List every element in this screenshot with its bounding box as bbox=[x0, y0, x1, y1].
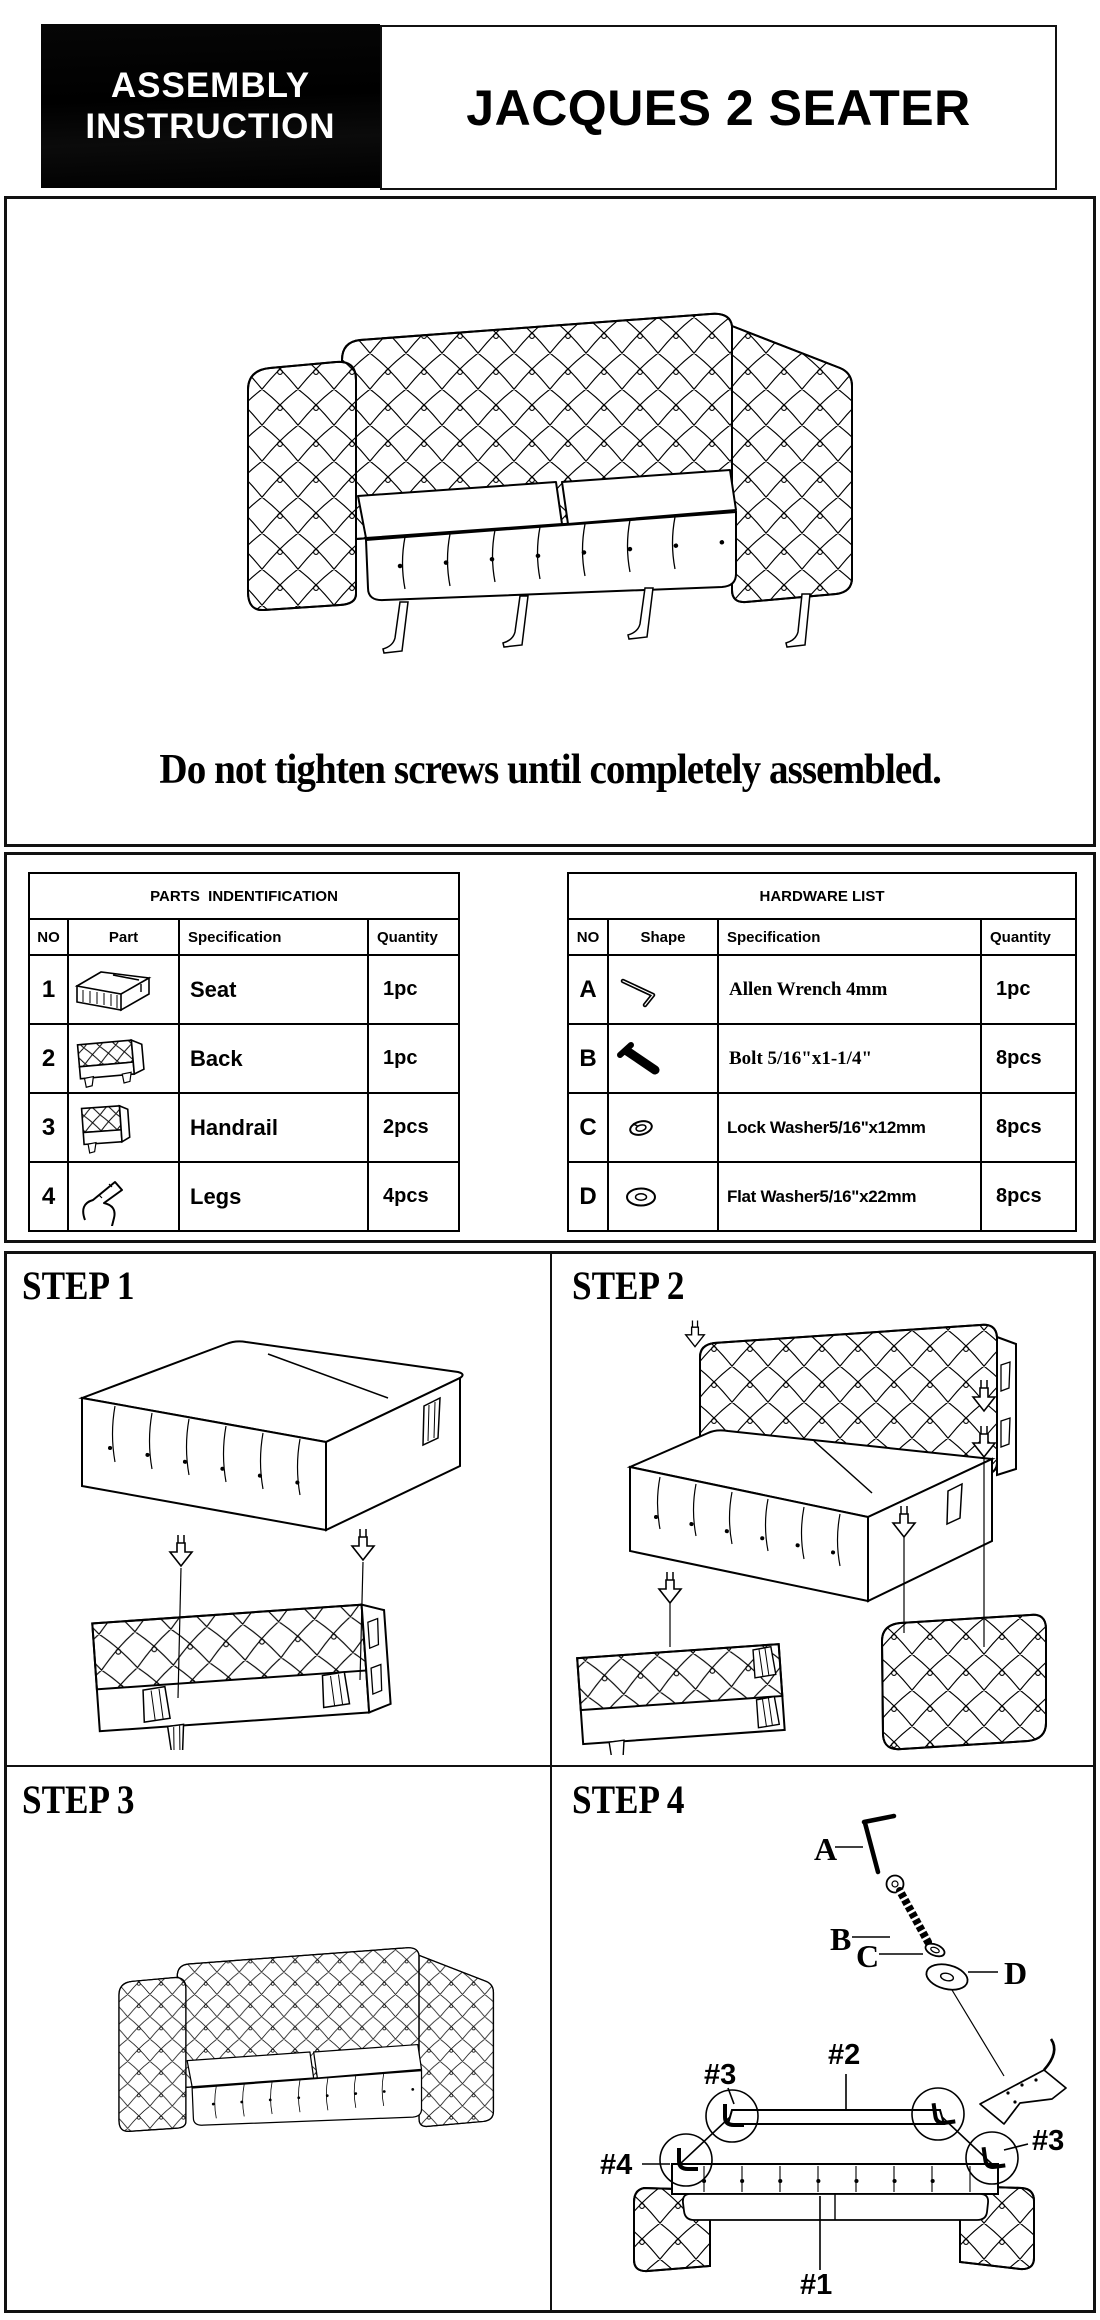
hardware-col-no: NO bbox=[568, 919, 608, 955]
product-title-box bbox=[380, 25, 1057, 190]
parts-col-part: Part bbox=[68, 919, 179, 955]
table-row: B Bolt 5/16"x1-1/4" 8pcs bbox=[568, 1024, 1076, 1093]
steps-horizontal-divider bbox=[7, 1765, 1093, 1767]
step-3-label: STEP 3 bbox=[22, 1777, 135, 1822]
page-title: JACQUES 2 SEATER bbox=[466, 79, 971, 136]
back-panel-part bbox=[92, 1603, 393, 1750]
handrail-icon bbox=[69, 1099, 139, 1157]
step-1-illustration bbox=[30, 1302, 545, 1750]
parts-col-spec: Specification bbox=[179, 919, 368, 955]
hardware-col-spec: Specification bbox=[718, 919, 981, 955]
hardware-table-title: HARDWARE LIST bbox=[568, 873, 1076, 919]
seat-part bbox=[82, 1341, 463, 1530]
callout-d: D bbox=[1004, 1955, 1028, 1991]
callout-part3-left: #3 bbox=[704, 2059, 737, 2091]
seat-back-assembly bbox=[630, 1325, 1016, 1601]
callout-part1: #1 bbox=[800, 2269, 833, 2301]
upside-down-sofa bbox=[600, 2039, 1064, 2301]
bolt-icon bbox=[609, 1038, 673, 1080]
legs-icon bbox=[69, 1168, 133, 1226]
seat-icon bbox=[69, 964, 157, 1016]
table-row: 3 Handrail 2pcs bbox=[29, 1093, 459, 1162]
table-row: A Allen Wrench 4mm 1pc bbox=[568, 955, 1076, 1024]
flat-washer-icon bbox=[609, 1176, 673, 1218]
parts-col-no: NO bbox=[29, 919, 68, 955]
lock-washer-icon bbox=[609, 1107, 673, 1149]
hardware-list-table bbox=[567, 872, 1077, 1232]
callout-part3-right: #3 bbox=[1032, 2125, 1065, 2157]
warning-text: Do not tighten screws until completely assembled. bbox=[159, 747, 941, 793]
hardware-col-qty: Quantity bbox=[981, 919, 1076, 955]
callout-part2: #2 bbox=[828, 2039, 861, 2071]
right-handrail-part bbox=[882, 1615, 1046, 1749]
assembly-instruction-badge bbox=[41, 24, 380, 188]
step-1-label: STEP 1 bbox=[22, 1263, 135, 1308]
table-row: 2 Back 1pc bbox=[29, 1024, 459, 1093]
badge-line-2: INSTRUCTION bbox=[85, 107, 336, 146]
table-row: 1 Seat 1pc bbox=[29, 955, 459, 1024]
step-4-illustration bbox=[552, 1792, 1095, 2305]
table-row: C Lock Washer5/16"x12mm 8pcs bbox=[568, 1093, 1076, 1162]
badge-line-1: ASSEMBLY bbox=[110, 65, 311, 105]
step-3-illustration bbox=[28, 1808, 546, 2303]
parts-identification-table bbox=[28, 872, 460, 1232]
back-icon bbox=[69, 1030, 153, 1088]
callout-a: A bbox=[814, 1831, 838, 1867]
hardware-col-shape: Shape bbox=[608, 919, 718, 955]
table-row: 4 Legs 4pcs bbox=[29, 1162, 459, 1231]
allen-wrench-icon bbox=[609, 969, 673, 1011]
table-row: D Flat Washer5/16"x22mm 8pcs bbox=[568, 1162, 1076, 1231]
callout-part4: #4 bbox=[600, 2149, 633, 2181]
parts-col-qty: Quantity bbox=[368, 919, 459, 955]
sofa-hero-illustration bbox=[190, 282, 880, 662]
callout-b: B bbox=[830, 1921, 852, 1957]
warning-banner bbox=[0, 746, 1100, 794]
left-handrail-part bbox=[577, 1644, 787, 1755]
step-4-label: STEP 4 bbox=[572, 1777, 685, 1822]
fastener-exploded-view bbox=[814, 1816, 1066, 2124]
step-2-label: STEP 2 bbox=[572, 1263, 685, 1308]
callout-c: C bbox=[856, 1938, 880, 1974]
parts-table-title: PARTS INDENTIFICATION bbox=[29, 873, 459, 919]
step-2-illustration bbox=[552, 1295, 1095, 1755]
